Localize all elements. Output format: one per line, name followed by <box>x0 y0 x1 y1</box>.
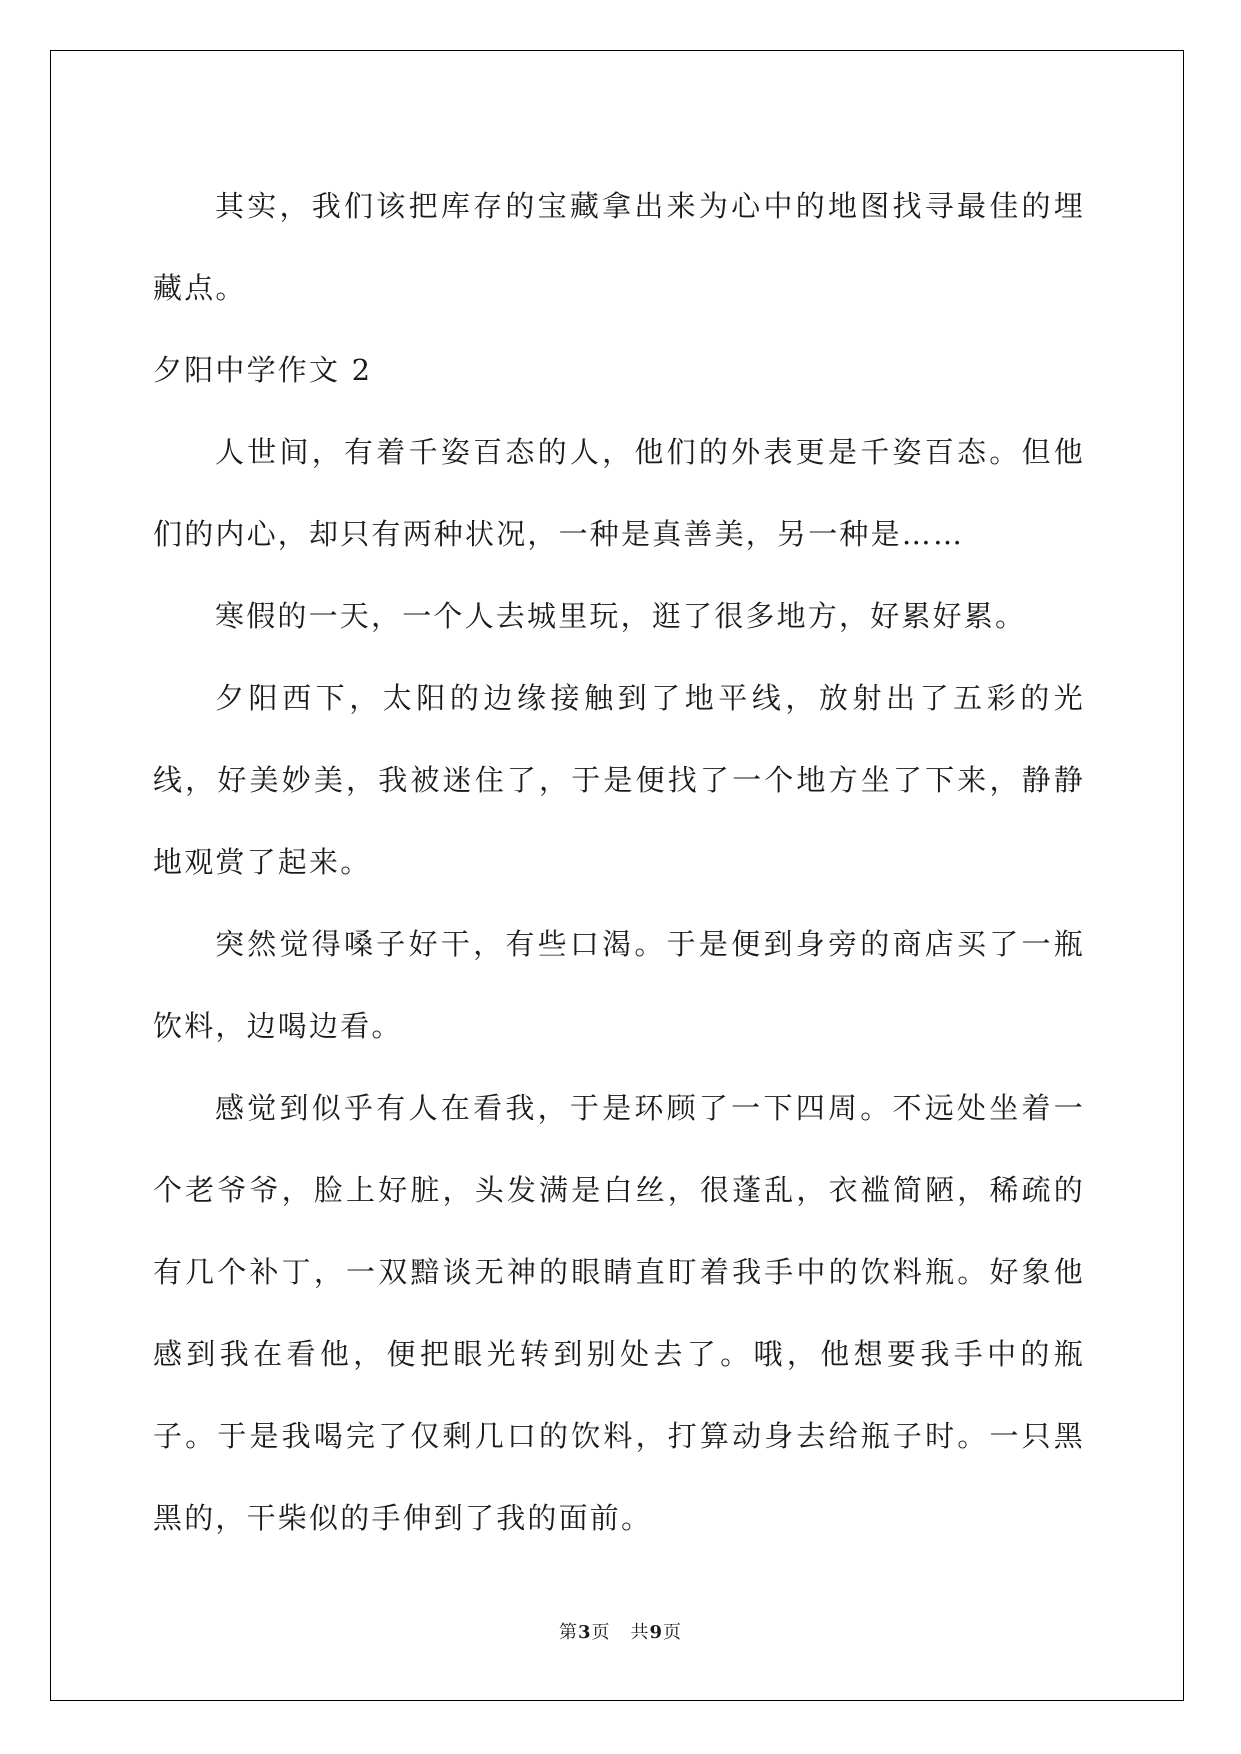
section-heading: 夕阳中学作文 2 <box>153 353 373 387</box>
page-total: 9 <box>649 1622 664 1643</box>
document-body <box>153 165 1085 1559</box>
page-suffix: 页 <box>591 1622 611 1643</box>
page-footer <box>0 1618 1241 1644</box>
paragraph: 感觉到似乎有人在看我，于是环顾了一下四周。不远处坐着一个老爷爷，脸上好脏，头发满是白丝，很蓬乱，衣褴简陋，稀疏的有几个补丁，一双黯谈无神的眼睛直盯着我手中的饮料瓶。好象他感到我在看他，便把眼光转到别处去了。哦，他想要我手中的瓶子。于是我喝完了仅剩几口的饮料，打算动身去给瓶子时。一只黑黑的，干柴似的手伸到了我的面前。 <box>153 1091 1085 1535</box>
page-prefix: 第 <box>558 1622 578 1643</box>
paragraph: 人世间，有着千姿百态的人，他们的外表更是千姿百态。但他们的内心，却只有两种状况，一种是真善美，另一种是…… <box>153 435 1085 551</box>
paragraph: 寒假的一天，一个人去城里玩，逛了很多地方，好累好累。 <box>215 599 1027 633</box>
paragraph: 夕阳西下，太阳的边缘接触到了地平线，放射出了五彩的光线，好美妙美，我被迷住了，于是便找了一个地方坐了下来，静静地观赏了起来。 <box>153 681 1085 879</box>
total-suffix: 页 <box>663 1622 683 1643</box>
paragraph: 突然觉得嗓子好干，有些口渴。于是便到身旁的商店买了一瓶饮料，边喝边看。 <box>153 927 1085 1043</box>
total-prefix: 共 <box>630 1622 650 1643</box>
page-current: 3 <box>577 1622 592 1643</box>
paragraph: 其实，我们该把库存的宝藏拿出来为心中的地图找寻最佳的埋藏点。 <box>153 189 1085 305</box>
